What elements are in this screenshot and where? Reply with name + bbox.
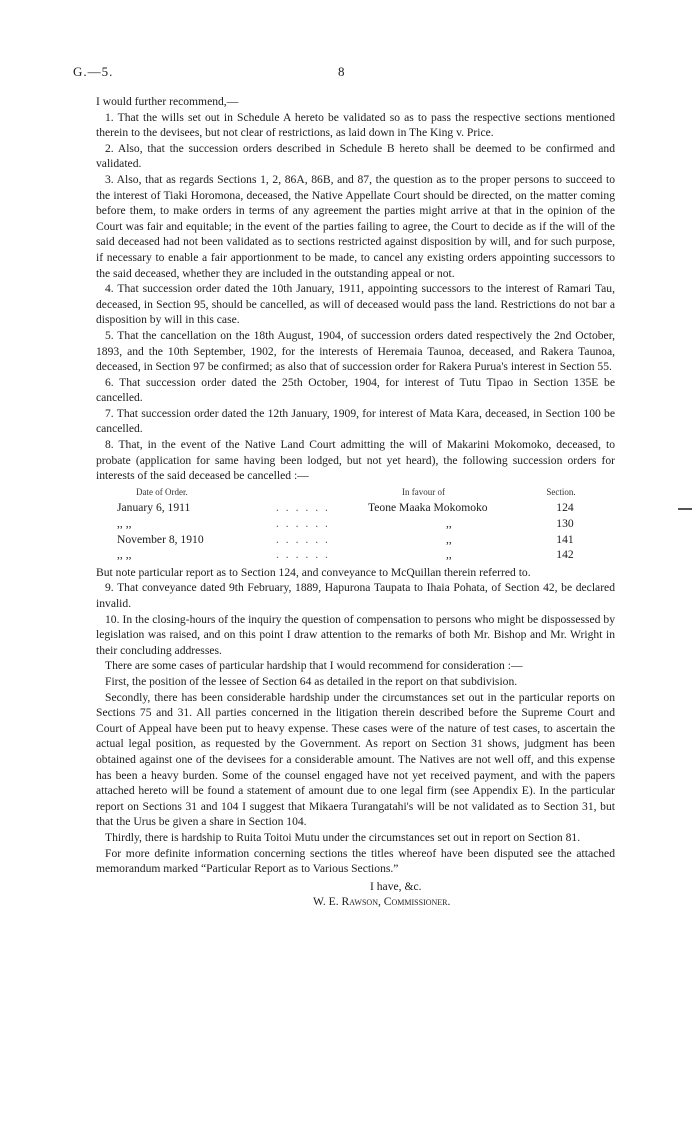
hardship-second: Secondly, there has been considerable hardship under the circumstances set out in the particular reports on Sections 75 and 31. All parties concerned in the litigation therein described before the Supreme Court and Court of Appeal have been put to heavy expense. These cases were of the nature of test cases, to ascertain the actual legal position, as requested by the Government. As report on Section 31 shows, judgment has been obtained against one of the devisees for a considerable amount. The Natives are not well off, and this expense has been a heavy burden. Some of the counsel engaged have not yet received payment, and with the papers attached hereto will be found a statement of amount due to one legal firm (see Appendix E). In the particular report on Sections 31 and 104 I suggest that Mikaera Turangatahi's will be not validated as to Section 31, but that the Urus be given a share in Section 104. xyxy=(96,690,615,829)
row-date: January 6, 1911 xyxy=(117,501,191,515)
row-date: November 8, 1910 xyxy=(117,532,204,546)
closing-line: I have, &c. xyxy=(370,879,422,893)
row-leader-dots: . . . . . . xyxy=(276,532,330,546)
page-number: 8 xyxy=(338,64,345,79)
header-date-of-order: Date of Order. xyxy=(136,486,188,497)
table-row xyxy=(96,532,615,548)
hardship-first: First, the position of the lessee of Section 64 as detailed in the report on that subdivision. xyxy=(105,674,518,688)
table-row xyxy=(96,547,615,563)
row-favour: Teone Maaka Mokomoko xyxy=(368,501,488,515)
document-page xyxy=(73,62,615,910)
table-header-row xyxy=(96,485,615,501)
sign-off xyxy=(96,879,615,910)
row-leader-dots: . . . . . . xyxy=(276,501,330,515)
succession-orders-table xyxy=(96,485,615,563)
document-reference: G.—5. xyxy=(73,64,114,79)
recommendation-2: 2. Also, that the succession orders described in Schedule B hereto shall be deemed to be confirmed and validated. xyxy=(96,141,615,171)
recommendation-9: 9. That conveyance dated 9th February, 1889, Hapurona Taupata to Ihaia Pohata, of Section 42, be declared invalid. xyxy=(96,581,615,610)
intro-line: I would further recommend,— xyxy=(96,95,239,108)
recommendation-8: 8. That, in the event of the Native Land Court admitting the will of Makarini Mokomoko, deceased, to probate (application for same having been lodged, but not yet heard), the following succession orders for interests of the said deceased be cancelled :— xyxy=(96,438,615,483)
row-section: 142 xyxy=(556,548,574,562)
section-124-note: But note particular report as to Section 124, and conveyance to McQuillan therein referred to. xyxy=(96,565,531,579)
header-section: Section. xyxy=(546,486,576,497)
recommendation-1: 1. That the wills set out in Schedule A hereto be validated so as to pass the respective sections mentioned therein to the devisees, but not clear of restrictions, as laid down in The King v. Price. xyxy=(96,110,615,140)
recommendation-6: 6. That succession order dated the 25th October, 1904, for interest of Tutu Tipao in Section 135E be cancelled. xyxy=(96,375,615,405)
row-leader-dots: . . . . . . xyxy=(276,517,330,531)
row-leader-dots: . . . . . . xyxy=(276,548,330,562)
recommendation-4: 4. That succession order dated the 10th January, 1911, appointing successors to the interest of Ramari Tau, deceased, in Section 95, should be cancelled, as will of deceased would pass the land. Restrictions do not bar a disposition by will in this case. xyxy=(96,282,615,327)
row-section: 141 xyxy=(556,532,574,546)
further-information: For more definite information concerning sections the titles whereof have been disputed see the attached memorandum marked “Particular Report as to Various Sections.” xyxy=(96,846,615,876)
row-favour: ,, xyxy=(446,532,452,546)
signature-line: W. E. Rawson, Commissioner. xyxy=(313,895,451,909)
row-date: ,, ,, xyxy=(117,517,132,531)
hardship-third: Thirdly, there is hardship to Ruita Toitoi Mutu under the circumstances set out in report on Section 81. xyxy=(105,830,581,844)
hardship-intro: There are some cases of particular hardship that I would recommend for consideration :— xyxy=(105,659,523,673)
header-in-favour-of: In favour of xyxy=(402,486,445,497)
margin-mark xyxy=(678,508,692,510)
row-section: 124 xyxy=(556,501,574,515)
row-date: ,, ,, xyxy=(117,548,132,562)
recommendation-10: 10. In the closing-hours of the inquiry the question of compensation to persons who might be dispossessed by legislation was raised, and on this point I draw attention to the remarks of both Mr. Bishop and Mr. Wright in their concluding addresses. xyxy=(96,612,615,657)
page-header xyxy=(73,62,615,82)
table-row xyxy=(96,500,615,516)
row-favour: ,, xyxy=(446,517,452,531)
recommendation-7: 7. That succession order dated the 12th January, 1909, for interest of Mata Kara, deceased, in Section 100 be cancelled. xyxy=(96,406,615,436)
row-favour: ,, xyxy=(446,548,452,562)
row-section: 130 xyxy=(556,517,574,531)
recommendation-5: 5. That the cancellation on the 18th August, 1904, of succession orders dated respectively the 2nd October, 1893, and the 10th September, 1902, for the interests of Heremaia Taunoa, deceased, and Rakera Taunoa, deceased, in Section 97 be confirmed; as also that of succession order for Rakera Purua's interest in Section 55. xyxy=(96,328,615,374)
recommendation-3: 3. Also, that as regards Sections 1, 2, 86A, 86B, and 87, the question as to the proper persons to succeed to the interest of Tiaki Horomona, deceased, the Native Appellate Court should be directed, on the matter coming before them, to make orders in terms of any agreement the parties might arrive at that in the opinion of the Court was fair and equitable; in the event of the parties failing to agree, the Court to decide as if the will of the said deceased had not been validated as to sections restricted against disposition by will, and for such purpose, if necessary to enable a fair apportionment to be made, to cancel any existing orders appointing successors to the said deceased, whether they are included in the outstanding appeal or not. xyxy=(96,172,615,280)
table-row xyxy=(96,516,615,532)
